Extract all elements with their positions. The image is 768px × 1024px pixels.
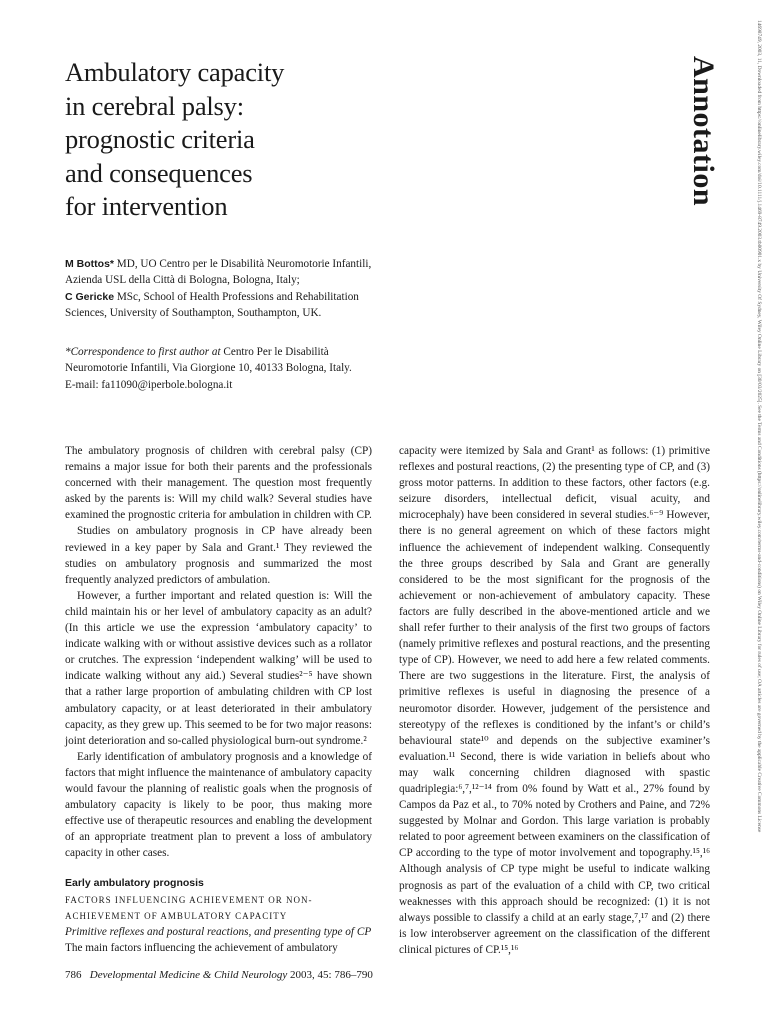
title-line: in cerebral palsy: [65, 90, 244, 121]
download-notice: 14698749, 2003, 11, Downloaded from https://onlinelibrary.wiley.com/doi/10.1111/j.1469-8749.2003.tb00901.x by University Of Sydney, Wiley Online Library on [30/03/2025]. See the Terms and Conditions (https://onlinelibrary.wiley.com/terms-and-conditions) on Wiley Online Library for rules of use; OA articles are governed by the applicable Creative Commons License [756, 20, 762, 833]
section-label: Annotation [687, 56, 720, 207]
correspondence-email[interactable]: E-mail: fa11090@iperbole.bologna.it [65, 378, 233, 391]
author-block [65, 256, 375, 321]
subsubsection-heading: Primitive reflexes and postural reactions, and presenting type of CP [65, 925, 372, 938]
page-number: 786 [65, 969, 82, 981]
title-line: prognostic criteria [65, 124, 255, 154]
subsection-heading: FACTORS INFLUENCING ACHIEVEMENT OR NON-ACHIEVEMENT OF AMBULATORY CAPACITY [65, 894, 313, 921]
paragraph: Early identification of ambulatory prognosis and a knowledge of factors that might influence the maintenance of ambulatory capacity would favour the planning of realistic goals when the prognosis of ambulatory capacity is likely to be poor, thus making more effective use of therapeutic resources and enabling the development of an appropriate treatment plan to prevent a loss of ambulatory capacity in other cases. [65, 750, 372, 860]
journal-name: Developmental Medicine & Child Neurology [89, 969, 288, 981]
author-entry [65, 256, 375, 289]
author-affiliation: MD, UO Centro per le Disabilità Neuromotorie Infantili, Azienda USL della Città di Bologna, Bologna, Italy; [65, 258, 372, 287]
body-column-right [399, 443, 710, 958]
author-affiliation: MSc, School of Health Professions and Rehabilitation Sciences, University of Southampton, Southampton, UK. [65, 290, 359, 319]
paragraph: The ambulatory prognosis of children with cerebral palsy (CP) remains a major issue for both their parents and the professionals concerned with their management. The question most frequently asked by the parents is: Will my child walk? Several studies have examined the prognostic criteria for ambulation in children with CP. [65, 445, 372, 522]
correspondence-address [65, 344, 385, 377]
correspondence-label: *Correspondence to first author at [65, 346, 221, 358]
paragraph: capacity were itemized by Sala and Grant¹ as follows: (1) primitive reflexes and postural reactions, (2) the presenting type of CP, and (3) gross motor patterns. In addition to these factors, other factors (e.g. seizure disorders, intellectual deficit, visual acuity, and microcephaly) have been considered in several studies.⁶⁻⁹ However, there is no general agreement on which of these factors might influence the achievement of independent walking. Consequently the three groups described by Sala and Grant are generally considered to be the most significant for the prognosis of the achievement or non-achievement of ambulatory capacity. These factors are fully described in the above-mentioned article and we shall refer further to their analysis of the first two groups of factors (namely primitive reflexes and postural reactions, and the presenting type of CP). However, we need to add here a few related comments. There are two suggestions in the literature. First, the analysis of primitive reflexes is useful in diagnosing the presence of a neuromotor disorder. However, judgement of the persistence and stereotypy of the reflexes is conditioned by the infant’s or child’s behavioural state¹⁰ and depends on the subjective examiner’s evaluation.¹¹ Second, there is wide variation in beliefs about who may walk concerning children diagnosed with spastic quadriplegia:⁶,⁷,¹²⁻¹⁴ from 0% found by Watt et al., 27% found by Campos da Paz et al., to 70% noted by Crothers and Paine, and 72% suggested by Molnar and Gordon. This large variation is probably related to poor agreement between examiners on the classification of CP according to the type of motor involvement and topography.¹⁵,¹⁶ Although analysis of CP type might be useful to indicate walking prognosis as part of the evaluation of a child with CP, two critical weaknesses with this approach should be recognized: (1) it is not always possible to classify a child at an early stage,⁷,¹⁷ and (2) there is low interobserver agreement on the classification of the different clinical pictures of CP.¹⁵,¹⁶ [399, 445, 710, 956]
author-name: M Bottos* [65, 258, 114, 270]
body-column-left [65, 443, 372, 956]
paragraph: The main factors influencing the achievement of ambulatory [65, 941, 338, 954]
correspondence-text: Centro Per le Disabilità Neuromotorie Infantili, Via Giorgione 10, 40133 Bologna, Italy. [65, 346, 352, 375]
page-footer [65, 969, 373, 981]
section-heading: Early ambulatory prognosis [65, 877, 204, 890]
title-line: for intervention [65, 191, 228, 221]
journal-citation: 2003, 45: 786–790 [287, 969, 373, 981]
paragraph: However, a further important and related question is: Will the child maintain his or her level of ambulatory capacity as an adult? (In this article we use the expression ‘ambulatory capacity’ to indicate walking with or without assistive devices such as a rollator or crutches. The expression ‘independent walking’ will be used to indicate walking without any aid.) Several studies²⁻⁵ have shown that a rather large proportion of ambulating children with CP lost ambulatory capacity, or at least deteriorated in their ambulatory capacity, as they grew up. This seemed to be for two major reasons: joint deterioration and so-called physiological burn-out syndrome.² [65, 589, 372, 747]
article-title [65, 56, 365, 224]
paragraph: Studies on ambulatory prognosis in CP have already been reviewed in a key paper by Sala and Grant.¹ They reviewed the studies on ambulatory prognosis and summarized the most frequently analyzed predictors of ambulation. [65, 525, 372, 586]
author-name: C Gericke [65, 290, 115, 303]
title-line: Ambulatory capacity [65, 57, 285, 87]
correspondence-block [65, 344, 385, 393]
title-line: and consequences [65, 157, 253, 188]
author-entry [65, 289, 375, 322]
